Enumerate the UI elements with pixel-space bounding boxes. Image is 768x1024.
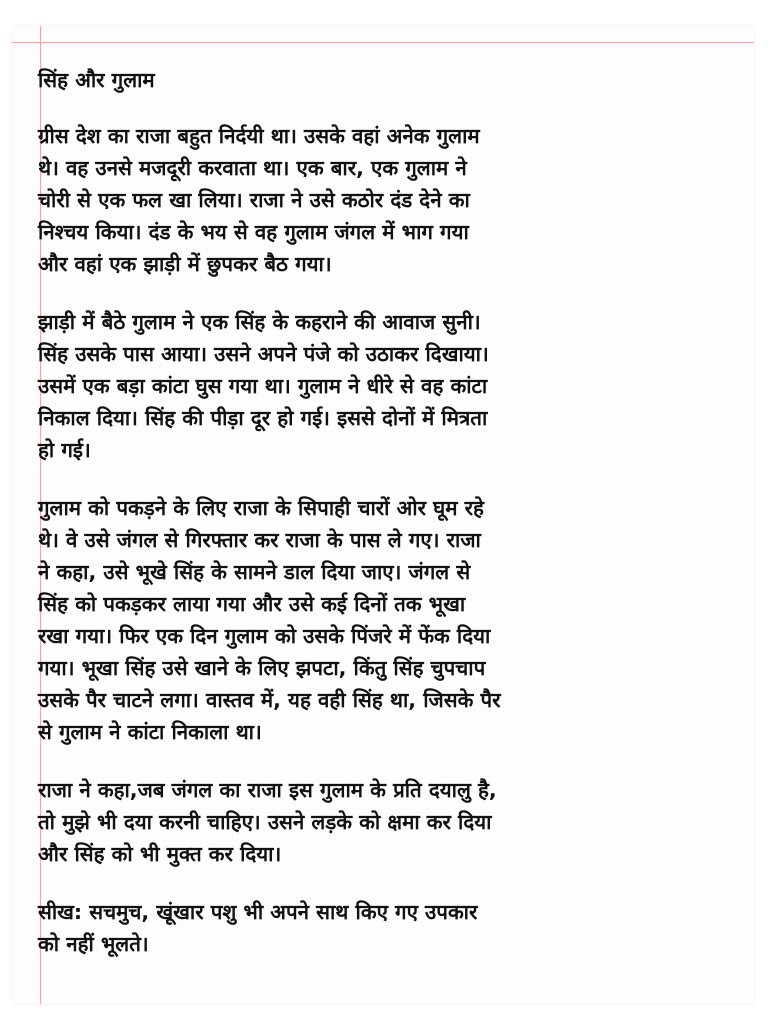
text-line: सिंह उसके पास आया। उसने अपने पंजे को उठाकर दिखाया। [38,342,489,366]
text-line: सीख: सचमुच, खूंखार पशु भी अपने साथ किए गए उपकार [38,900,478,924]
text-line: झाड़ी में बैठे गुलाम ने एक सिंह के कहराने की आवाज सुनी। [38,310,481,334]
story-title: सिंह और गुलाम [38,68,155,92]
text-line: ग्रीस देश का राजा बहुत निर्दयी था। उसके वहां अनेक गुलाम [38,124,480,148]
text-line: थे। वे उसे जंगल से गिरफ्तार कर राजा के पास ले गए। राजा [38,528,481,552]
top-margin-line [12,42,754,43]
text-line: उसके पैर चाटने लगा। वास्तव में, यह वही सिंह था, जिसके पैर [38,688,501,712]
text-line: ने कहा, उसे भूखे सिंह के सामने डाल दिया जाए। जंगल से [38,560,471,584]
text-line: थे। वह उनसे मजदूरी करवाता था। एक बार, एक गुलाम ने [38,156,467,180]
text-line: को नहीं भूलते। [38,932,149,956]
text-line: और सिंह को भी मुक्त कर दिया। [38,842,282,866]
text-line: सिंह को पकड़कर लाया गया और उसे कई दिनों तक भूखा [38,592,466,616]
paragraph-2 [38,306,728,466]
text-line: चोरी से एक फल खा लिया। राजा ने उसे कठोर दंड देने का [38,188,470,212]
text-line: गया। भूखा सिंह उसे खाने के लिए झपटा, किंतु सिंह चुपचाप [38,656,486,680]
text-line: तो मुझे भी दया करनी चाहिए। उसने लड़के को क्षमा कर दिया [38,810,492,834]
paragraph-4 [38,774,728,870]
text-line: और वहां एक झाड़ी में छुपकर बैठ गया। [38,252,332,276]
text-line: गुलाम को पकड़ने के लिए राजा के सिपाही चारों ओर घूम रहे [38,496,484,520]
text-line: से गुलाम ने कांटा निकाला था। [38,720,262,744]
moral-paragraph [38,896,728,960]
text-line: निकाल दिया। सिंह की पीड़ा दूर हो गई। इससे दोनों में मित्रता [38,406,488,430]
story-body [38,64,728,986]
paragraph-3 [38,492,728,748]
text-line: निश्चय किया। दंड के भय से वह गुलाम जंगल में भाग गया [38,220,469,244]
text-line: हो गई। [38,438,91,462]
text-line: उसमें एक बड़ा कांटा घुस गया था। गुलाम ने धीरे से वह कांटा [38,374,488,398]
text-line: राजा ने कहा,जब जंगल का राजा इस गुलाम के प्रति दयालु है, [38,778,497,802]
text-line: रखा गया। फिर एक दिन गुलाम को उसके पिंजरे में फेंक दिया [38,624,491,648]
paragraph-1 [38,120,728,280]
